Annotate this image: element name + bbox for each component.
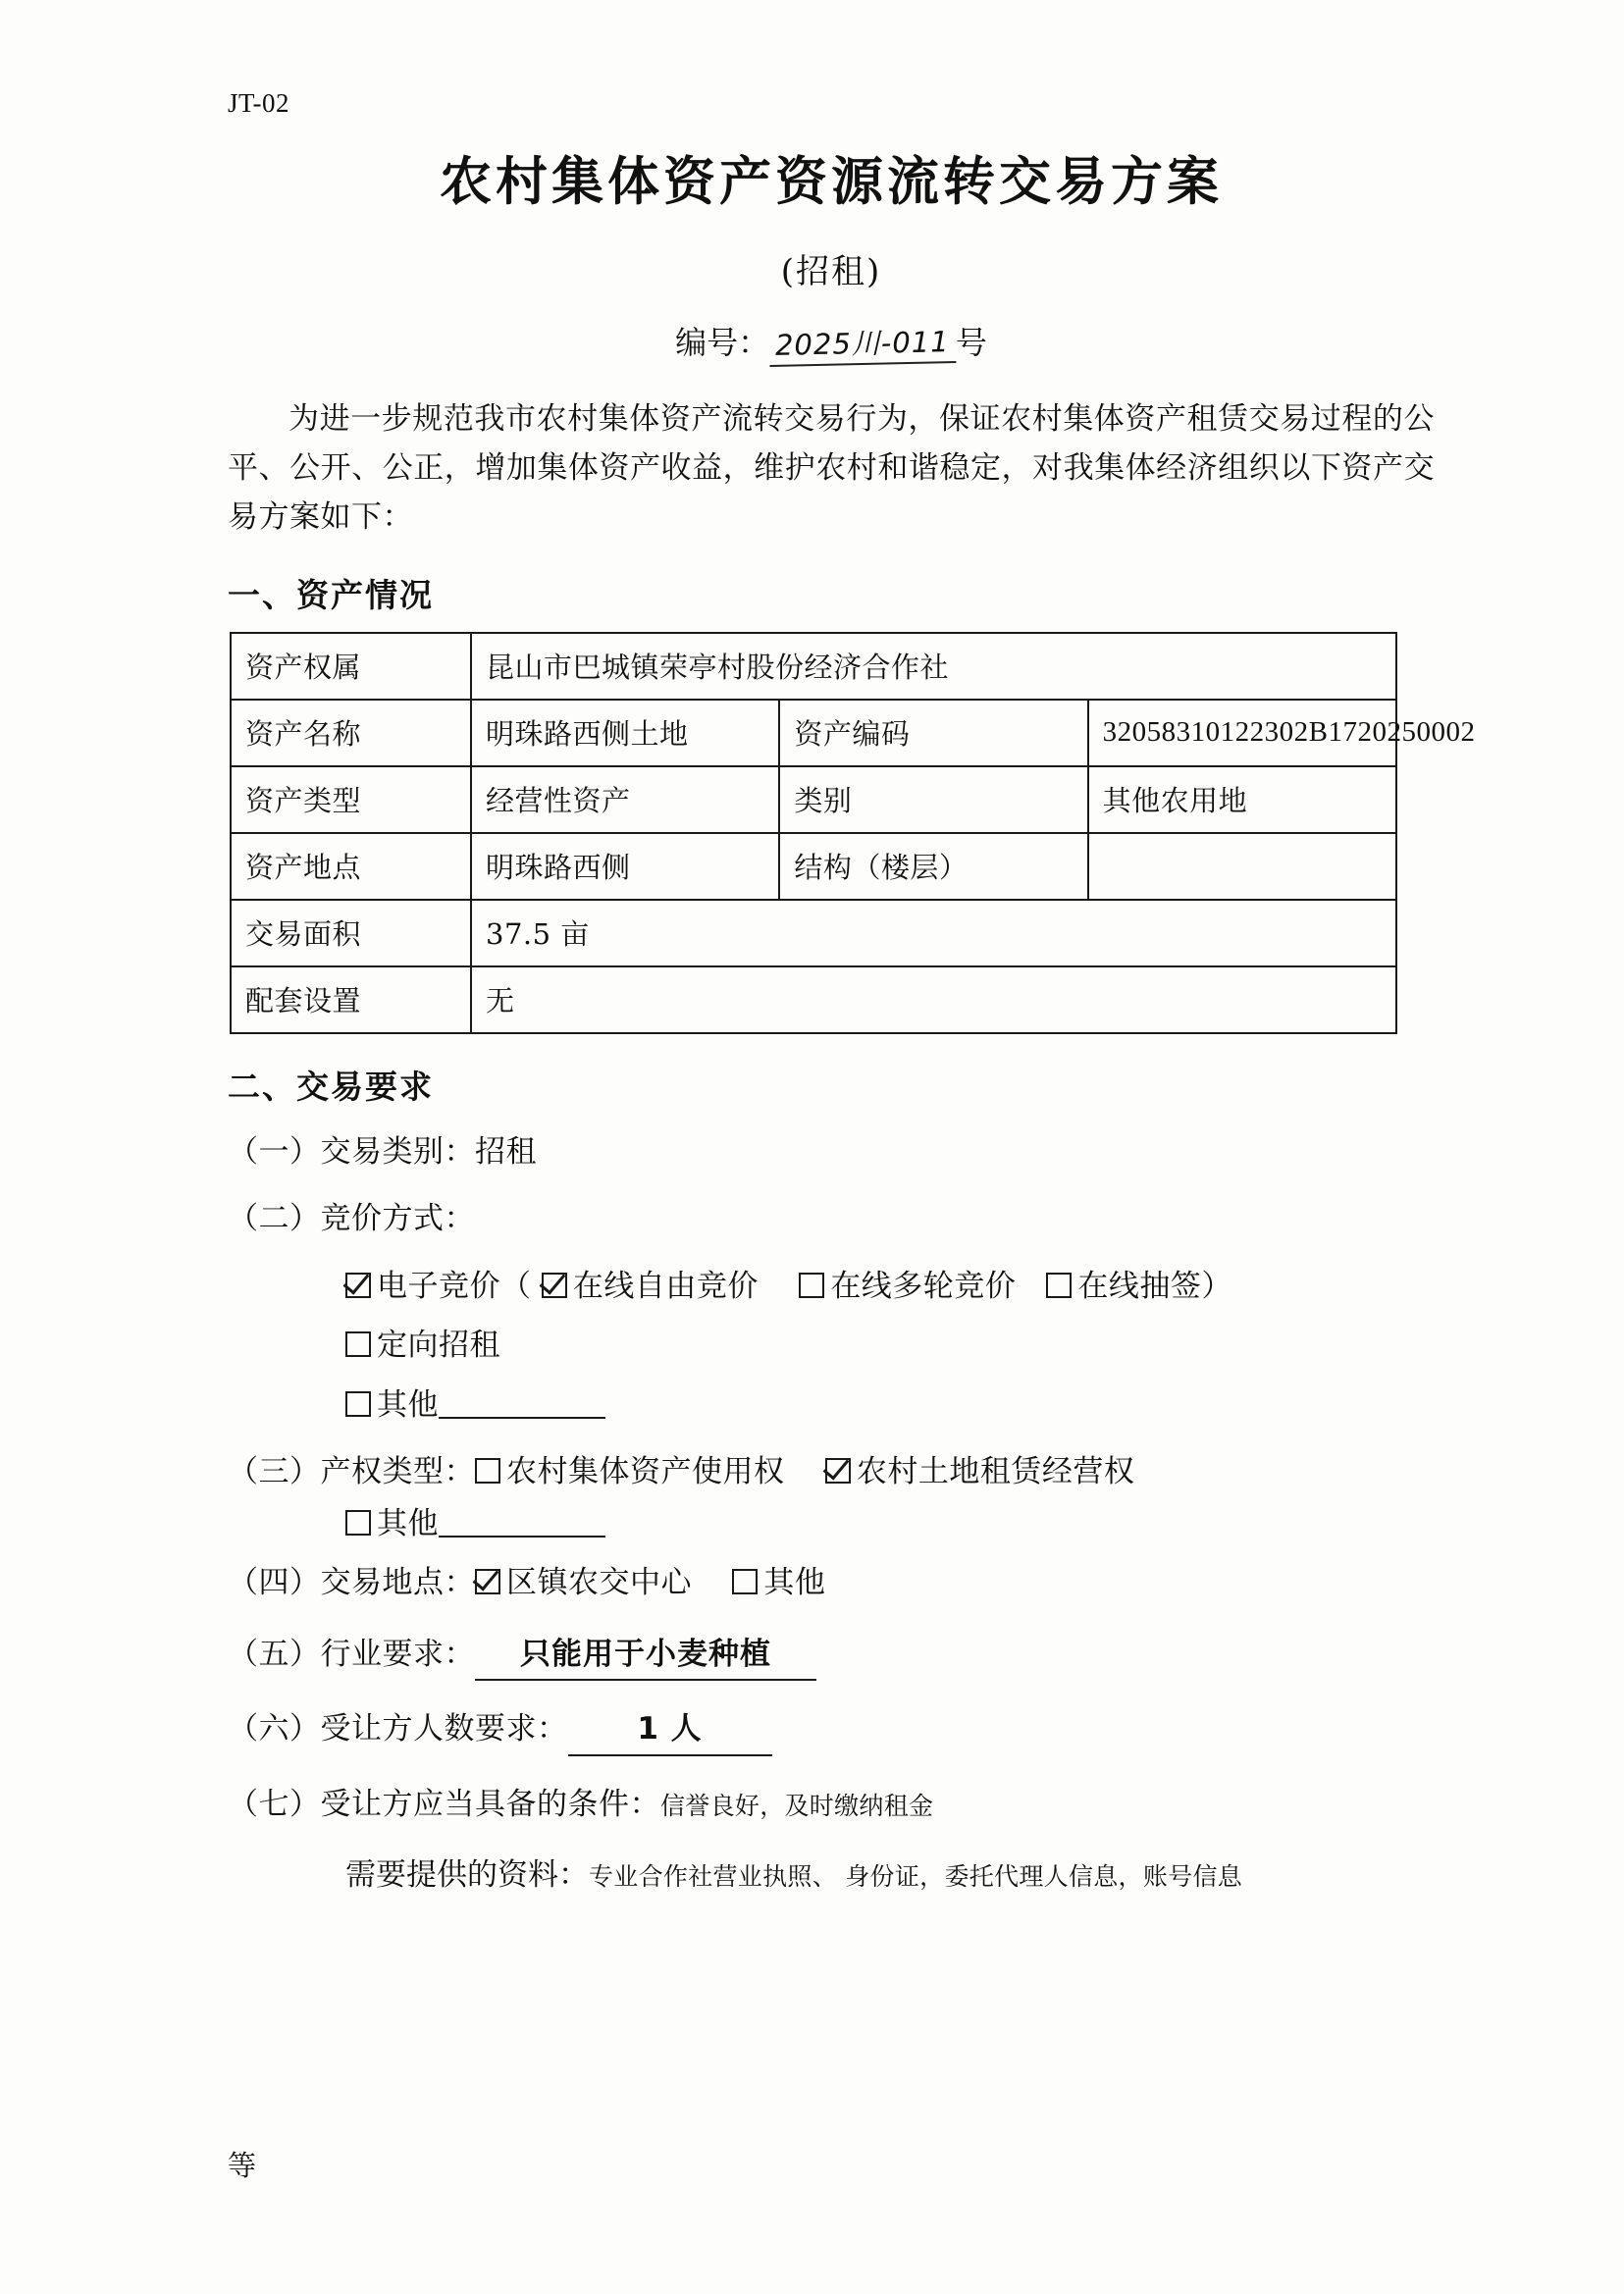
checkbox-online-free-bidding[interactable] [542,1273,567,1298]
item-4-index: （四） [228,1565,321,1601]
item-2-label: 竞价方式： [320,1201,475,1237]
checkbox-property-type-other[interactable] [345,1510,371,1536]
option-other-bidding-label: 其他 [377,1386,439,1423]
table-row [231,766,1396,833]
intro-paragraph: 为进一步规范我市农村集体资产流转交易行为，保证农村集体资产租赁交易过程的公平、公开、公正，增加集体资产收益，维护农村和谐稳定，对我集体经济组织以下资产交易方案如下： [228,401,1435,536]
checkbox-location-other[interactable] [732,1569,758,1594]
cell-name-value: 明珠路西侧土地 [471,700,779,766]
document-number-suffix: 号 [955,324,987,361]
option-location-other-label: 其他 [763,1565,826,1601]
requirement-item-3 [228,1449,1435,1495]
section-two-heading: 二、交易要求 [228,1067,434,1106]
option-online-lottery-label: 在线抽签） [1077,1268,1232,1304]
cell-structure-label: 结构（楼层） [779,833,1087,900]
section-one-heading: 一、资产情况 [228,575,434,614]
bidding-options-row-2 [228,1323,1435,1369]
item-7-label: 受让方应当具备的条件： [320,1786,660,1822]
requirement-item-4 [228,1560,1435,1606]
option-online-multi-round-label: 在线多轮竞价 [830,1268,1017,1304]
item-1-index: （一） [228,1133,321,1170]
page-title: 农村集体资产资源流转交易方案 [440,152,1223,212]
cell-owner-label: 资产权属 [231,633,471,700]
required-materials-value: 专业合作社营业执照、 身份证，委托代理人信息，账号信息 [589,1862,1243,1892]
item-5-index: （五） [228,1636,321,1672]
option-district-agri-center-label: 区镇农交中心 [506,1565,692,1601]
cell-code-value: 32058310122302B1720250002 [1088,700,1396,766]
required-materials-label: 需要提供的资料： [345,1857,589,1894]
checkbox-online-multi-round-bidding[interactable] [799,1273,824,1298]
document-body [228,88,1476,1899]
cell-structure-value [1088,833,1396,900]
option-directed-rental-label: 定向招租 [377,1328,500,1364]
cell-area-label: 交易面积 [231,900,471,966]
cell-facility-value: 无 [471,966,1396,1033]
form-code: JT-02 [228,88,290,118]
table-row [231,833,1396,900]
checkbox-collective-asset-use-right[interactable] [475,1458,500,1484]
cell-category-label: 类别 [779,766,1087,833]
property-type-other-blank[interactable] [439,1508,605,1538]
cell-category-value: 其他农用地 [1088,766,1396,833]
checkbox-directed-rental[interactable] [345,1331,371,1357]
cell-code-label: 资产编码 [779,700,1087,766]
requirement-item-6 [228,1706,1435,1756]
item-4-label: 交易地点： [320,1565,475,1601]
requirement-item-2 [228,1196,1435,1242]
document-number-label: 编号： [675,324,770,361]
item-3-label: 产权类型： [320,1454,475,1490]
cell-type-value: 经营性资产 [471,766,779,833]
checkbox-online-lottery[interactable] [1046,1273,1072,1298]
page-subtitle: (招租) [780,252,882,291]
item-7-index: （七） [228,1786,321,1822]
cell-owner-value: 昆山市巴城镇荣亭村股份经济合作社 [471,633,1396,700]
checkbox-electronic-bidding[interactable] [345,1273,371,1298]
required-materials-row [228,1852,1435,1899]
checkbox-district-agri-center[interactable] [475,1569,500,1594]
item-6-index: （六） [228,1711,321,1747]
asset-info-table [230,632,1476,1034]
requirement-item-7 [228,1782,1435,1828]
transferee-count-value[interactable]: 1 人 [568,1706,772,1756]
bidding-options-row-1 [228,1264,1435,1310]
item-3-index: （三） [228,1454,321,1490]
cell-location-label: 资产地点 [231,833,471,900]
item-5-label: 行业要求： [320,1636,475,1672]
table-row [231,633,1396,700]
option-online-free-bidding-label: 在线自由竞价 [572,1268,759,1304]
item-2-index: （二） [228,1201,321,1237]
requirement-item-5 [228,1632,1435,1682]
cell-facility-label: 配套设置 [231,966,471,1033]
option-collective-asset-use-right-label: 农村集体资产使用权 [506,1454,785,1490]
transferee-conditions-value: 信誉良好，及时缴纳租金 [660,1791,934,1820]
document-number-line [228,318,1435,365]
bidding-options-row-3 [228,1382,1435,1429]
option-rural-land-lease-right-label: 农村土地租赁经营权 [856,1454,1135,1490]
other-bidding-blank[interactable] [439,1389,605,1419]
materials-tail-text: 等 [228,2149,257,2182]
checkbox-other-bidding[interactable] [345,1391,371,1417]
document-number-value: 2025川-011 [769,320,957,367]
option-property-type-other-label: 其他 [377,1505,439,1541]
cell-location-value: 明珠路西侧 [471,833,779,900]
item-6-label: 受让方人数要求： [320,1711,568,1747]
industry-requirement-value[interactable]: 只能用于小麦种植 [475,1632,816,1682]
checkbox-rural-land-lease-right[interactable] [825,1458,851,1484]
item-1-label: 交易类别：招租 [320,1133,537,1170]
property-type-other-row [228,1501,1435,1547]
option-electronic-bidding-label: 电子竞价（ [377,1268,532,1304]
cell-name-label: 资产名称 [231,700,471,766]
cell-area-value: 37.5 亩 [471,900,1396,966]
table-row [231,966,1396,1033]
table-row [231,700,1396,766]
table-row [231,900,1396,966]
requirement-item-1 [228,1129,1435,1175]
cell-type-label: 资产类型 [231,766,471,833]
